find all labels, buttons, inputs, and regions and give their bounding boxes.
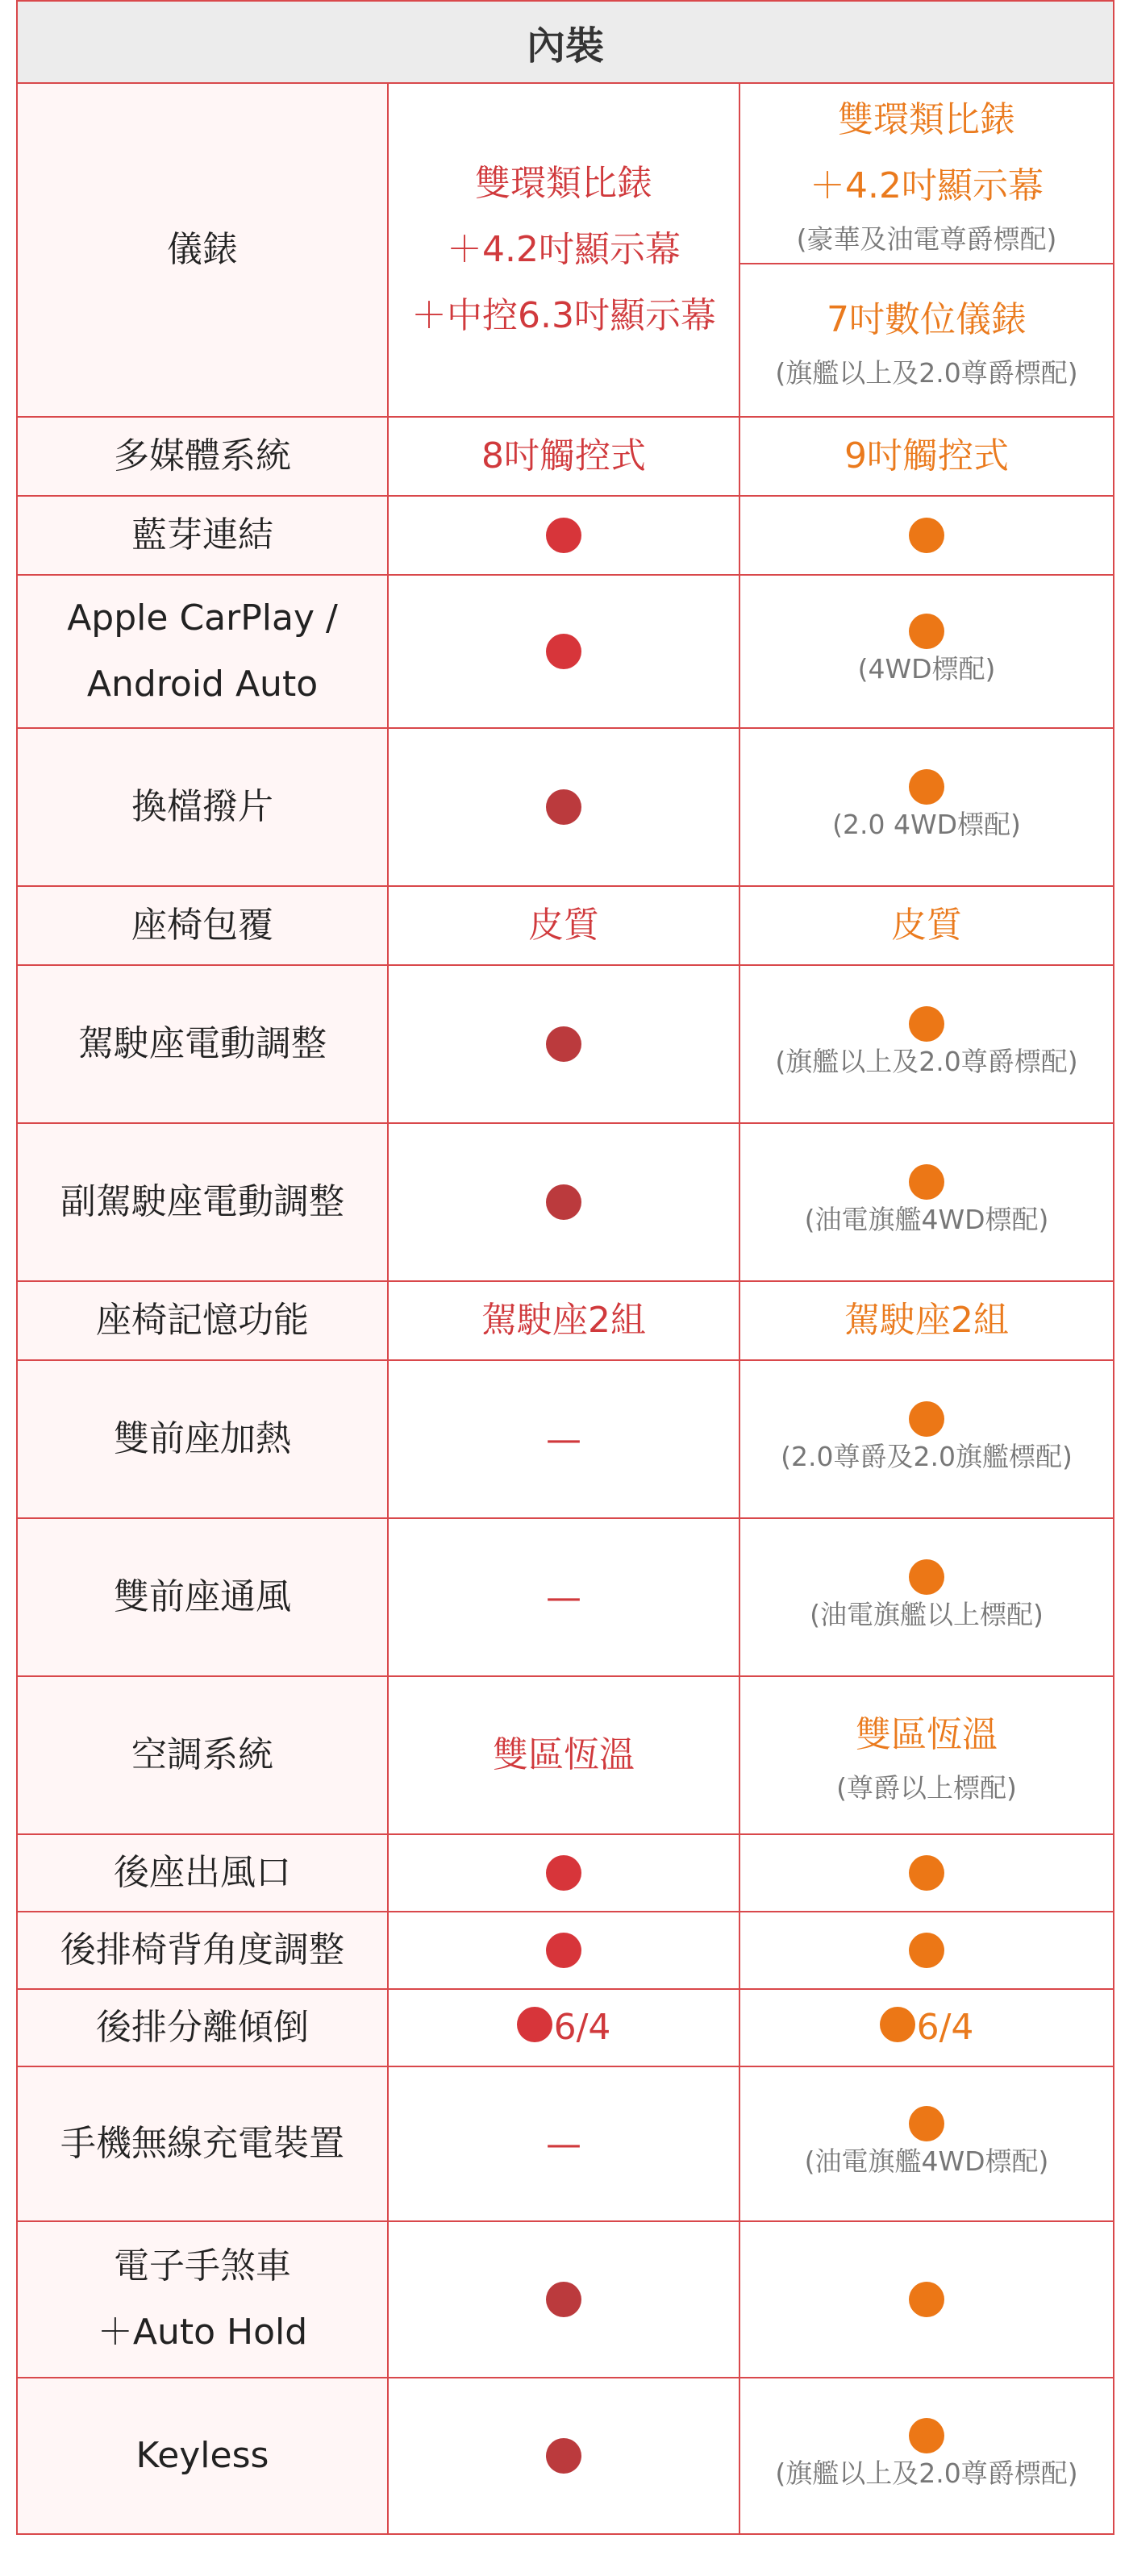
- cell-b: [739, 1518, 1114, 1676]
- row-label: 後排椅背角度調整: [17, 1912, 388, 1989]
- cell-a: [388, 496, 739, 575]
- table-row: [17, 2221, 1114, 2378]
- table-row: [17, 417, 1114, 496]
- cell-note: (尊爵以上標配): [836, 1772, 1017, 1804]
- included-dot: [517, 2007, 552, 2042]
- cell-note: (2.0尊爵及2.0旗艦標配): [781, 1441, 1073, 1472]
- table-row: [17, 1676, 1114, 1834]
- cell-b: 皮質: [739, 886, 1114, 965]
- row-label: 多媒體系統: [17, 417, 388, 496]
- cell-note: (油電旗艦以上標配): [810, 1599, 1044, 1630]
- not-available-dash: —: [388, 1360, 739, 1518]
- table-row: [17, 496, 1114, 575]
- cell-a: [388, 728, 739, 886]
- cell-note: (豪華及油電尊爵標配): [796, 223, 1057, 255]
- included-dot: [546, 2438, 581, 2474]
- cell-text: 7吋數位儀錶: [827, 299, 1027, 340]
- cell-b: [739, 2378, 1114, 2534]
- row-label: 儀錶: [17, 83, 388, 417]
- cell-text: 雙區恆溫: [856, 1714, 998, 1755]
- cell-a: [388, 83, 739, 417]
- cell-b: [739, 965, 1114, 1123]
- cell-text: 雙環類比錶: [838, 99, 1015, 140]
- cell-a: [388, 1123, 739, 1281]
- cell-note: (油電旗艦4WD標配): [804, 1204, 1049, 1235]
- table-title: 內裝: [17, 1, 1114, 83]
- cell-text: 雙環類比錶: [475, 163, 652, 204]
- spec-table: [16, 0, 1114, 2535]
- included-dot: [909, 1401, 944, 1437]
- row-label: 藍芽連結: [17, 496, 388, 575]
- not-available-dash: —: [388, 1518, 739, 1676]
- included-dot: [909, 1559, 944, 1595]
- included-dot: [546, 1855, 581, 1891]
- cell-text: 6/4: [916, 2007, 974, 2048]
- row-label: 手機無線充電裝置: [17, 2066, 388, 2221]
- label-line: 電子手煞車: [114, 2245, 291, 2287]
- title-row: [17, 1, 1114, 83]
- cell-text: ＋4.2吋顯示幕: [447, 229, 681, 270]
- table-row: [17, 2066, 1114, 2221]
- included-dot: [546, 634, 581, 669]
- included-dot: [909, 1164, 944, 1200]
- label-line: ＋Auto Hold: [97, 2312, 308, 2353]
- row-label: 雙前座加熱: [17, 1360, 388, 1518]
- row-label: 副駕駛座電動調整: [17, 1123, 388, 1281]
- table-row: [17, 2378, 1114, 2534]
- cell-b: [739, 1989, 1114, 2066]
- row-label: [17, 575, 388, 728]
- table-row: [17, 1518, 1114, 1676]
- row-label: Keyless: [17, 2378, 388, 2534]
- table-row: [17, 886, 1114, 965]
- table-row: [17, 728, 1114, 886]
- cell-b: [739, 83, 1114, 264]
- row-label: 後座出風口: [17, 1834, 388, 1912]
- included-dot: [909, 769, 944, 805]
- cell-b: [739, 2066, 1114, 2221]
- cell-note: (油電旗艦4WD標配): [804, 2145, 1049, 2177]
- cell-b: 9吋觸控式: [739, 417, 1114, 496]
- cell-note: (4WD標配): [857, 653, 996, 685]
- cell-a: 8吋觸控式: [388, 417, 739, 496]
- included-dot: [909, 518, 944, 553]
- cell-note: (旗艦以上及2.0尊爵標配): [775, 1046, 1078, 1077]
- included-dot: [880, 2007, 915, 2042]
- included-dot: [909, 2418, 944, 2453]
- row-label: 駕駛座電動調整: [17, 965, 388, 1123]
- row-label: 雙前座通風: [17, 1518, 388, 1676]
- cell-a: [388, 1989, 739, 2066]
- cell-b: [739, 264, 1114, 417]
- cell-text: 6/4: [553, 2007, 611, 2048]
- table-row: [17, 1912, 1114, 1989]
- cell-note: (2.0 4WD標配): [832, 809, 1021, 840]
- cell-note: (旗艦以上及2.0尊爵標配): [775, 357, 1078, 389]
- cell-b: [739, 2221, 1114, 2378]
- table-row: [17, 1834, 1114, 1912]
- label-line: Apple CarPlay /: [67, 597, 338, 639]
- cell-a: 駕駛座2組: [388, 1281, 739, 1360]
- cell-a: 雙區恆溫: [388, 1676, 739, 1834]
- included-dot: [546, 1933, 581, 1968]
- row-label: 座椅記憶功能: [17, 1281, 388, 1360]
- table-row: [17, 1281, 1114, 1360]
- cell-b: [739, 496, 1114, 575]
- cell-a: [388, 1912, 739, 1989]
- not-available-dash: —: [388, 2066, 739, 2221]
- cell-text: ＋4.2吋顯示幕: [810, 165, 1044, 206]
- cell-a: [388, 575, 739, 728]
- table-row: [17, 1123, 1114, 1281]
- included-dot: [546, 518, 581, 553]
- included-dot: [546, 2282, 581, 2317]
- cell-a: [388, 2378, 739, 2534]
- included-dot: [909, 2282, 944, 2317]
- cell-b: [739, 575, 1114, 728]
- included-dot: [909, 1006, 944, 1042]
- included-dot: [546, 789, 581, 825]
- row-label: [17, 2221, 388, 2378]
- cell-b: [739, 728, 1114, 886]
- included-dot: [546, 1184, 581, 1220]
- cell-a: [388, 965, 739, 1123]
- table-row: [17, 1989, 1114, 2066]
- row-label: 換檔撥片: [17, 728, 388, 886]
- cell-b: [739, 1912, 1114, 1989]
- row-label: 空調系統: [17, 1676, 388, 1834]
- table-row: [17, 83, 1114, 264]
- table-row: [17, 575, 1114, 728]
- row-label: 座椅包覆: [17, 886, 388, 965]
- cell-b: [739, 1676, 1114, 1834]
- cell-b: [739, 1834, 1114, 1912]
- table-row: [17, 1360, 1114, 1518]
- cell-b: 駕駛座2組: [739, 1281, 1114, 1360]
- included-dot: [546, 1026, 581, 1062]
- included-dot: [909, 614, 944, 649]
- cell-b: [739, 1123, 1114, 1281]
- cell-a: [388, 1834, 739, 1912]
- cell-a: [388, 2221, 739, 2378]
- included-dot: [909, 2106, 944, 2141]
- included-dot: [909, 1855, 944, 1891]
- row-label: 後排分離傾倒: [17, 1989, 388, 2066]
- label-line: Android Auto: [86, 664, 319, 705]
- cell-note: (旗艦以上及2.0尊爵標配): [775, 2457, 1078, 2489]
- included-dot: [909, 1933, 944, 1968]
- table-row: [17, 965, 1114, 1123]
- cell-b: [739, 1360, 1114, 1518]
- cell-text: ＋中控6.3吋顯示幕: [411, 295, 716, 336]
- cell-a: 皮質: [388, 886, 739, 965]
